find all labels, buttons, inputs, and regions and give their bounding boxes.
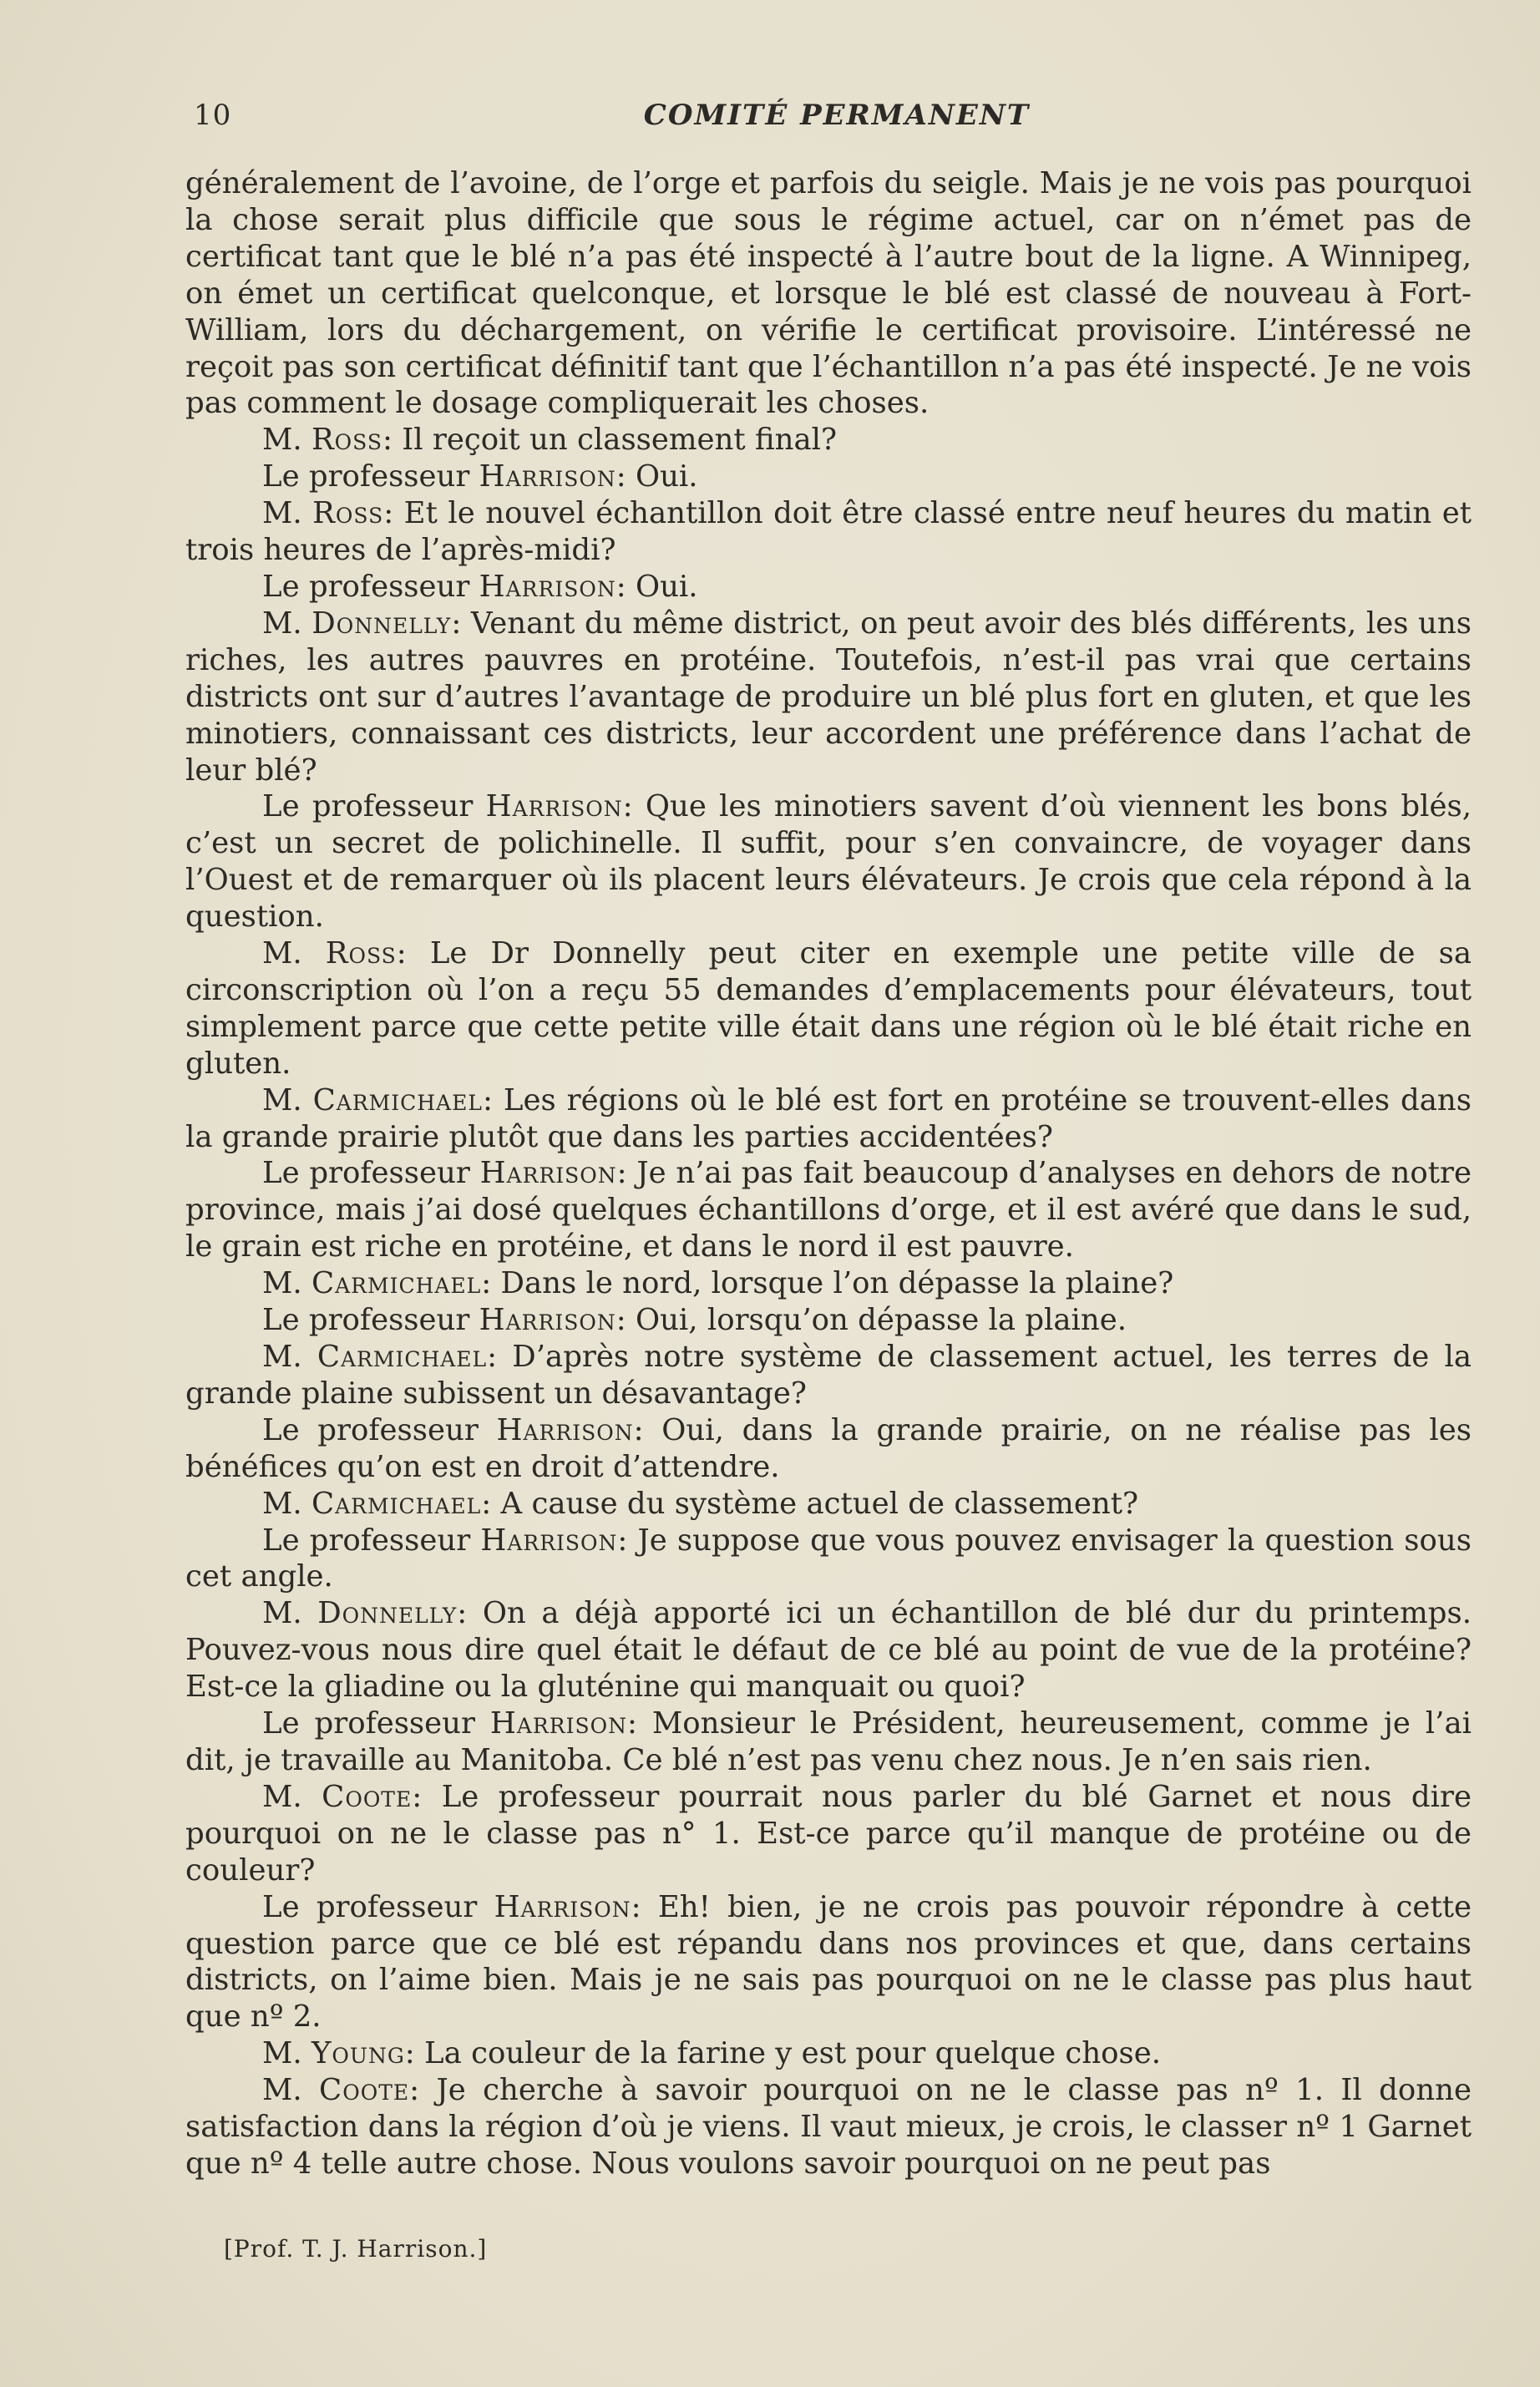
paragraph-text: : Oui, lorsqu’on dépasse la plaine. [615,1303,1127,1338]
transcript-paragraph [185,1412,1472,1486]
paragraph-text: : Je suppose que vous pouvez envisager la question sous cet angle. [185,1523,1472,1594]
transcript-paragraph [185,935,1472,1082]
transcript-paragraph [185,1523,1472,1596]
paragraph-text: : Eh! bien, je ne crois pas pouvoir répondre à cette question parce que ce blé est répandu dans nos provinces et que, dans certains districts, on l’aime bien. Mais je ne sais pas pourquoi on ne le classe pas plus haut que nº 2. [185,1889,1472,2035]
speaker-name: Harrison [479,569,616,604]
speaker-name: Young [311,2036,405,2071]
transcript-paragraph [185,569,1472,606]
transcript-paragraph [185,1339,1472,1412]
speaker-title: Le professeur [262,569,470,604]
speaker-name: Carmichael [317,1340,488,1374]
speaker-title: Le professeur [262,459,470,494]
speaker-name: Coote [322,1779,413,1814]
transcript-paragraph [185,1779,1472,1889]
transcript-paragraph [185,1265,1472,1302]
speaker-title: M. [262,1779,302,1814]
transcript-body [185,165,1472,2182]
paragraph-text: : Oui. [615,569,698,604]
speaker-title: M. [262,606,302,641]
transcript-paragraph [185,165,1472,422]
paragraph-text: : Les régions où le blé est fort en protéine se trouvent-elles dans la grande prairie plutôt que dans les parties accidentées? [185,1082,1472,1154]
speaker-title: M. [262,423,302,458]
paragraph-text: : Il reçoit un classement final? [382,423,838,458]
paragraph-text: : Que les minotiers savent d’où viennent les bons blés, c’est un secret de polichinelle. Il suffit, pour s’en convaincre, de voyager dans l’Ouest et de remarquer où ils placent leurs élévateurs. Je crois que cela répond à la question. [185,789,1472,935]
paragraph-text: : Dans le nord, lorsque l’on dépasse la plaine? [481,1266,1174,1301]
paragraph-text: généralement de l’avoine, de l’orge et parfois du seigle. Mais je ne vois pas pourquoi la chose serait plus difficile que sous le régime actuel, car on n’émet pas de certificat tant que le blé n’a pas été inspecté à l’autre bout de la ligne. A Winnipeg, on émet un certificat quelconque, et lorsque le blé est classé de nouveau à Fort-William, lors du déchargement, on vérifie le certificat provisoire. L’intéressé ne reçoit pas son certificat définitif tant que l’échantillon n’a pas été inspecté. Je ne vois pas comment le dosage compliquerait les choses. [185,166,1472,421]
page-header [194,99,1480,140]
speaker-title: Le professeur [262,1706,475,1741]
transcript-paragraph [185,1595,1472,1705]
paragraph-text: : Je cherche à savoir pourquoi on ne le classe pas nº 1. Il donne satisfaction dans la région d’où je viens. Il vaut mieux, je crois, le classer nº 1 Garnet que nº 4 telle autre chose. Nous voulons savoir pourquoi on ne peut pas [185,2073,1472,2181]
speaker-title: Le professeur [262,1156,470,1191]
paragraph-text: : Oui, dans la grande prairie, on ne réalise pas les bénéfices qu’on est en droit d’attendre. [185,1412,1472,1484]
transcript-paragraph [185,495,1472,569]
page-number: 10 [194,99,232,132]
speaker-title: M. [262,936,302,971]
transcript-paragraph [185,1302,1472,1339]
speaker-title: Le professeur [262,789,474,824]
transcript-paragraph [185,1082,1472,1156]
speaker-title: M. [262,1266,302,1301]
speaker-title: M. [262,496,302,531]
speaker-title: Le professeur [262,1889,478,1924]
paragraph-text: : Je n’ai pas fait beaucoup d’analyses en dehors de notre province, mais j’ai dosé quelques échantillons d’orge, et il est avéré que dans le sud, le grain est riche en protéine, et dans le nord il est pauvre. [185,1156,1472,1264]
speaker-name: Carmichael [312,1082,483,1117]
transcript-paragraph [185,1155,1472,1265]
speaker-title: M. [262,1082,302,1117]
transcript-paragraph [185,1705,1472,1779]
speaker-name: Ross [311,423,382,458]
paragraph-text: : La couleur de la farine y est pour quelque chose. [404,2036,1162,2071]
speaker-name: Harrison [489,1706,627,1741]
speaker-name: Coote [319,2073,410,2108]
transcript-paragraph [185,459,1472,495]
speaker-title: M. [262,2036,302,2071]
speaker-name: Donnelly [317,1596,458,1631]
transcript-paragraph [185,2035,1472,2072]
paragraph-text: : Monsieur le Président, heureusement, comme je l’ai dit, je travaille au Manitoba. Ce blé n’est pas venu chez nous. Je n’en sais rien. [185,1706,1472,1777]
speaker-title: M. [262,1486,302,1521]
running-title: COMITÉ PERMANENT [643,99,1031,132]
transcript-paragraph [185,606,1472,789]
speaker-name: Carmichael [311,1486,482,1521]
paragraph-text: : Le professeur pourrait nous parler du blé Garnet et nous dire pourquoi on ne le classe pas n° 1. Est-ce parce qu’il manque de protéine ou de couleur? [185,1779,1472,1888]
speaker-title: Le professeur [262,1523,471,1558]
speaker-name: Donnelly [312,606,452,641]
speaker-name: Harrison [480,1523,618,1558]
speaker-name: Harrison [496,1412,634,1447]
speaker-name: Harrison [479,1303,616,1338]
paragraph-text: : Et le nouvel échantillon doit être classé entre neuf heures du matin et trois heures de l’après-midi? [185,496,1472,568]
speaker-title: M. [262,2073,302,2108]
speaker-name: Ross [312,496,384,531]
speaker-name: Harrison [485,789,623,824]
speaker-name: Carmichael [311,1266,482,1301]
paragraph-text: : A cause du système actuel de classement? [481,1486,1138,1521]
transcript-paragraph [185,2072,1472,2182]
paragraph-text: : On a déjà apporté ici un échantillon de blé dur du printemps. Pouvez-vous nous dire quel était le défaut de ce blé au point de vue de la protéine? Est-ce la gliadine ou la gluténine qui manquait ou quoi? [185,1596,1472,1705]
paragraph-text: : Le Dr Donnelly peut citer en exemple une petite ville de sa circonscription où l’on a reçu 55 demandes d’emplacements pour élévateurs, tout simplement parce que cette petite ville était dans une région où le blé était riche en gluten. [185,936,1472,1081]
paragraph-text: : Oui. [615,459,698,494]
speaker-title: M. [262,1340,302,1374]
speaker-title: M. [262,1596,302,1631]
speaker-title: Le professeur [262,1303,470,1338]
speaker-name: Harrison [479,1156,617,1191]
speaker-title: Le professeur [262,1412,479,1447]
speaker-footer: [Prof. T. J. Harrison.] [224,2235,488,2263]
paragraph-text: : Venant du même district, on peut avoir des blés différents, les uns riches, les autres pauvres en protéine. Toutefois, n’est-il pas vrai que certains districts ont sur d’autres l’avantage de produire un blé plus fort en gluten, et que les minotiers, connaissant ces districts, leur accordent une préférence dans l’achat de leur blé? [185,606,1472,788]
speaker-name: Harrison [479,459,616,494]
transcript-paragraph [185,788,1472,935]
transcript-paragraph [185,1889,1472,2036]
speaker-name: Harrison [494,1889,631,1924]
speaker-name: Ross [325,936,397,971]
paragraph-text: : D’après notre système de classement actuel, les terres de la grande plaine subissent un désavantage? [185,1340,1472,1411]
transcript-paragraph [185,422,1472,459]
transcript-paragraph [185,1486,1472,1523]
